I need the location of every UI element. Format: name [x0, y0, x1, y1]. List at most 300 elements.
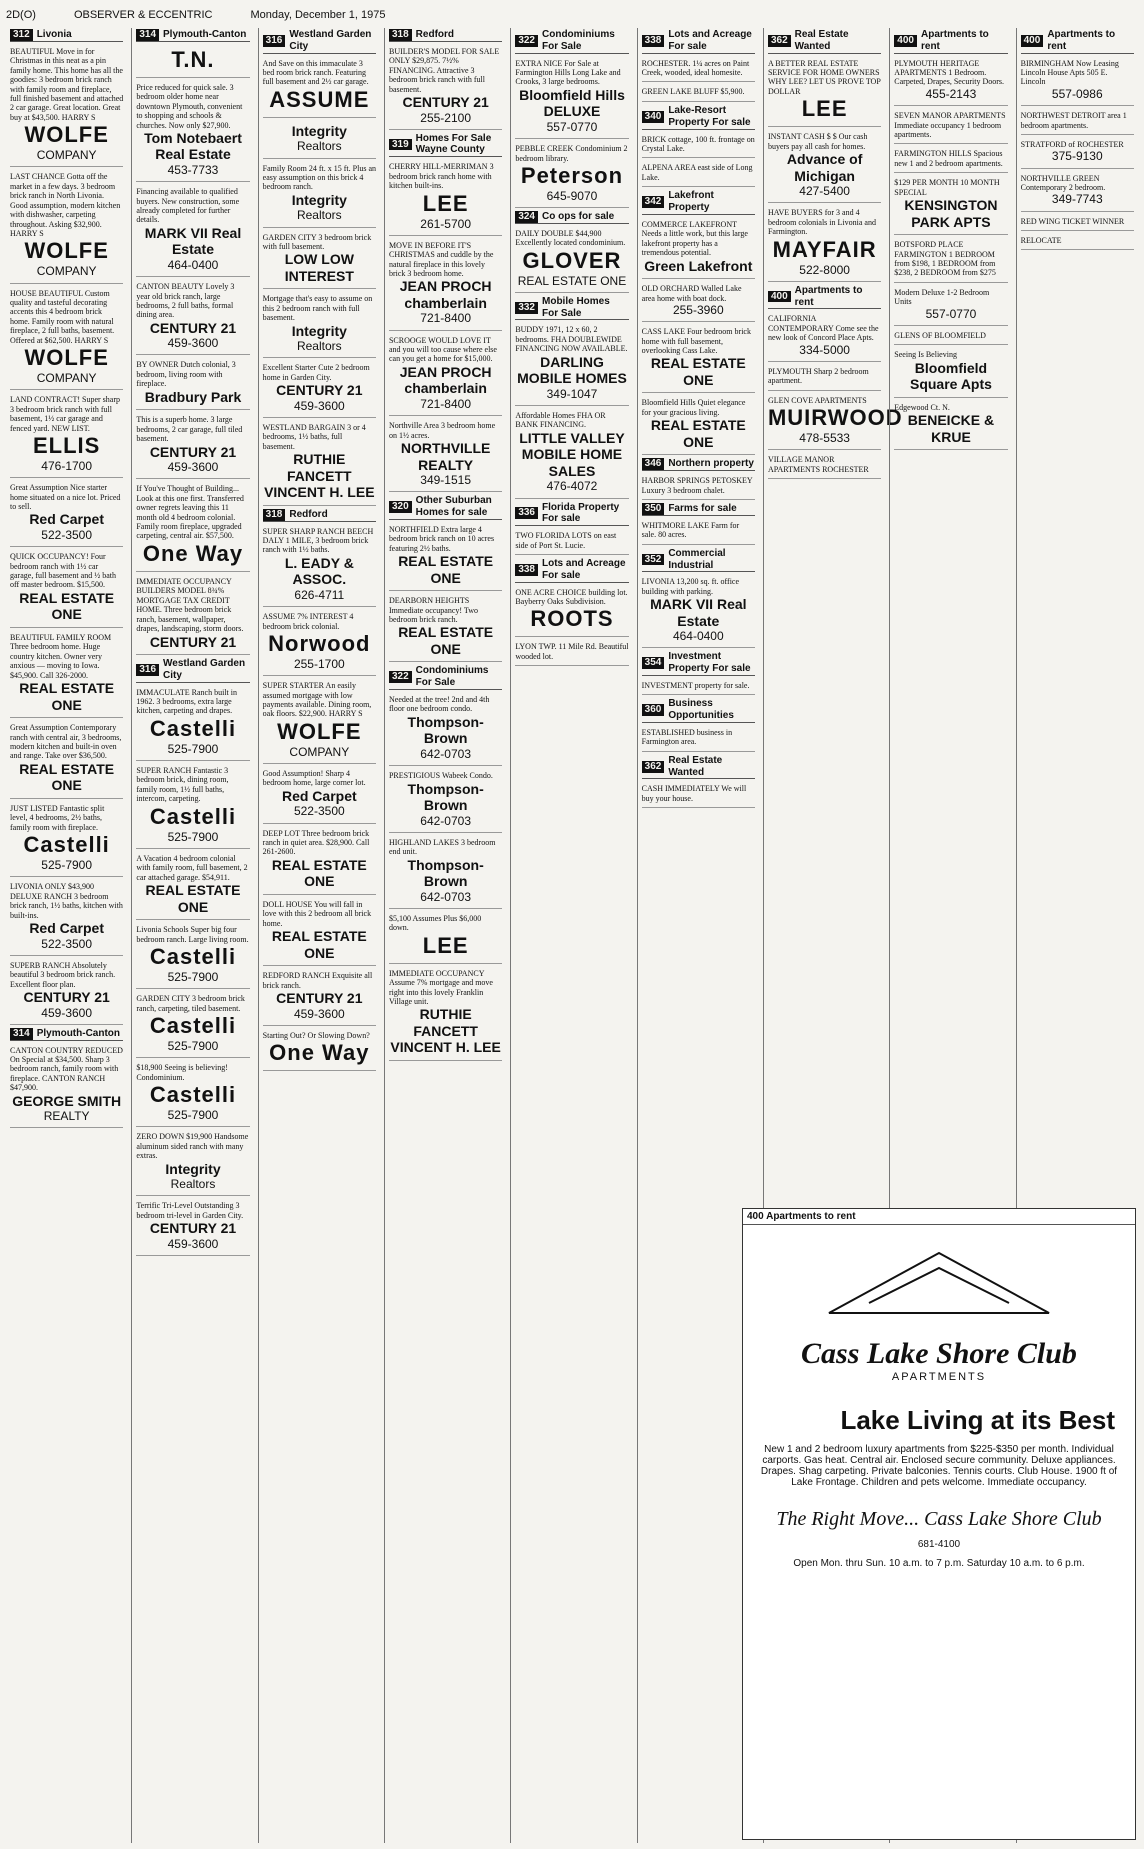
classified-ad: [263, 898, 376, 966]
ad-text: BIRMINGHAM Now Leasing Lincoln House Apts 505 E. Lincoln: [1020, 58, 1119, 87]
classified-ad: [263, 969, 376, 1026]
classified-ad: [894, 329, 1007, 345]
section-code: 316: [136, 664, 159, 676]
classified-ad: [389, 594, 502, 662]
classified-ad: [1021, 215, 1134, 231]
ad-text: Affordable Homes FHA OR BANK FINANCING.: [515, 410, 606, 430]
ad-brand: Advance of Michigan: [786, 151, 863, 184]
section-header: [136, 29, 249, 42]
column-4: [384, 28, 506, 1843]
ad-text: ALPENA AREA east side of Long Lake.: [641, 163, 753, 182]
classified-ad: [642, 782, 755, 808]
section-code: 318: [389, 29, 412, 41]
ad-brand: Integrity: [291, 322, 347, 339]
ad-text: HAVE BUYERS for 3 and 4 bedroom colonials in Livonia and Farmington.: [767, 208, 876, 237]
section-code: 362: [768, 35, 791, 47]
ad-text: Starting Out? Or Slowing Down?: [262, 1030, 370, 1040]
ad-phone: 476-1700: [41, 459, 93, 474]
ad-brand: Castelli: [149, 1082, 237, 1108]
ad-phone: REALTY: [43, 1109, 90, 1124]
section-header: [389, 133, 502, 158]
ad-phone: 459-3600: [41, 1005, 93, 1020]
classified-ad: [263, 162, 376, 228]
section-name: Apartments to rent: [1047, 29, 1116, 52]
ad-text: SUPER RANCH Fantastic 3 bedroom brick, dining room, family room, 1½ full baths, intercom, carpeting.: [136, 766, 229, 804]
section-header: [136, 658, 249, 683]
ad-brand: Castelli: [23, 832, 110, 858]
ad-phone: 255-1700: [293, 656, 345, 671]
section-name: Plymouth-Canton: [163, 29, 247, 40]
classified-ad: [136, 852, 249, 920]
ad-brand: One Way: [142, 540, 244, 566]
ad-text: LAND CONTRACT! Super sharp 3 bedroom brick ranch with full basement, 1½ car garage and fenced yard. NEW LIST.: [10, 395, 120, 433]
classified-ad: [768, 206, 881, 281]
classified-ad: [10, 1044, 123, 1129]
section-code: 346: [642, 458, 665, 470]
classified-ad: [136, 45, 249, 78]
section-name: Mobile Homes For Sale: [542, 295, 610, 319]
ad-text: Excellent Starter Cute 2 bedroom home in Garden City.: [262, 363, 370, 382]
section-name: Homes For Sale Wayne County: [415, 132, 492, 156]
issue-date: Monday, December 1, 1975: [250, 9, 386, 21]
ad-phone: 642-0703: [420, 889, 471, 904]
classified-ad: [894, 401, 1007, 450]
ad-text: Needed at the tree! 2nd and 4th floor one bedroom condo.: [388, 695, 490, 714]
ad-phone: COMPANY: [36, 264, 97, 279]
section-header: [515, 29, 628, 54]
classified-ad: [10, 802, 123, 877]
ad-text: HARBOR SPRINGS PETOSKEY Luxury 3 bedroom chalet.: [641, 476, 753, 495]
ad-text: GARDEN CITY 3 bedroom brick with full basement.: [262, 232, 372, 251]
ad-text: NORTHVILLE GREEN Contemporary 2 bedroom.: [1020, 173, 1106, 192]
ad-text: TWO FLORIDA LOTS on east side of Port St. Lucie.: [515, 531, 617, 550]
ad-text: JUST LISTED Fantastic split level, 4 bedrooms, 2½ baths, family room with fireplace.: [10, 803, 105, 832]
section-header: [1021, 29, 1134, 54]
classified-ad: [389, 912, 502, 964]
ad-brand: CENTURY 21: [149, 633, 237, 650]
ad-text: IMMEDIATE OCCUPANCY BUILDERS MODEL 8¾% MORTGAGE TAX CREDIT HOME. Three bedroom brick ranch, basement, wallpaper, drapes, landscaping, storm doors.: [136, 576, 244, 634]
section-header: [389, 495, 502, 520]
ad-phone: Realtors: [296, 208, 342, 223]
ad-brand: LOW LOW INTEREST: [284, 251, 354, 284]
ad-brand: WOLFE: [24, 122, 109, 148]
ad-brand: MUIRWOOD: [767, 405, 903, 431]
section-header: [642, 458, 755, 471]
ad-phone: 459-3600: [293, 398, 345, 413]
ad-text: DAILY DOUBLE $44,900 Excellently located condominium.: [515, 228, 626, 248]
ad-brand: CENTURY 21: [149, 443, 237, 460]
ad-text: VILLAGE MANOR APARTMENTS ROCHESTER: [767, 455, 869, 474]
ad-brand: REAL ESTATE ONE: [19, 760, 115, 794]
ad-brand: WOLFE: [24, 345, 109, 371]
classified-ad: [894, 286, 1007, 326]
classified-ad: [389, 419, 502, 492]
section-code: 319: [389, 139, 412, 151]
section-name: Farms for sale: [668, 503, 737, 515]
section-code: 352: [642, 554, 665, 566]
ad-text: ZERO DOWN $19,900 Handsome aluminum sided ranch with many extras.: [136, 1132, 249, 1161]
ad-text: ONE ACRE CHOICE building lot. Bayberry Oaks Subdivision.: [515, 587, 628, 607]
classified-ad: [10, 45, 123, 168]
ad-text: Mortgage that's easy to assume on this 2 bedroom ranch with full basement.: [262, 294, 373, 323]
classified-ad: [515, 57, 628, 140]
classified-ad: [389, 334, 502, 417]
classified-ad: [10, 550, 123, 628]
ad-brand: REAL ESTATE ONE: [19, 680, 115, 713]
classified-ad: [1021, 109, 1134, 135]
section-code: 340: [642, 111, 665, 123]
ad-brand: REAL ESTATE ONE: [145, 882, 241, 915]
ad-brand: MARK VII Real Estate: [144, 224, 242, 258]
section-name: Investment Property For sale: [668, 651, 751, 675]
section-header: [768, 285, 881, 310]
classified-ad: [894, 348, 1007, 397]
section-header: [515, 558, 628, 583]
ad-text: A BETTER REAL ESTATE SERVICE FOR HOME OWNERS WHY LEE? LET US PROVE TOP DOLLAR: [767, 58, 881, 96]
classified-ad: [894, 176, 1007, 235]
ad-text: COMMERCE LAKEFRONT Needs a little work, but this large lakefront property has a tremendous potential.: [641, 219, 748, 258]
ad-brand: Thompson-Brown: [407, 713, 484, 747]
ad-text: PLYMOUTH Sharp 2 bedroom apartment.: [767, 366, 869, 386]
ad-phone: 427-5400: [799, 184, 850, 199]
ad-text: LAST CHANCE Gotta off the market in a few days. 3 bedroom brick ranch in North Livonia. Good assumption, modern kitchen with dishwasher, carpeting throughout. Asking $32,900. HARRY S: [10, 172, 121, 239]
ad-text: This is a superb home. 3 large bedrooms, 2 car garage, full tiled basement.: [136, 415, 243, 444]
ad-text: PRESTIGIOUS Wabeek Condo.: [388, 771, 493, 781]
classified-ad: [1021, 57, 1134, 106]
ad-phone: 522-3500: [293, 804, 345, 819]
ad-text: LYON TWP. 11 Mile Rd. Beautiful wooded lot.: [515, 642, 629, 661]
ad-brand: Norwood: [268, 630, 371, 656]
classified-ad: [263, 610, 376, 676]
ad-brand: CENTURY 21: [276, 990, 363, 1007]
section-header: [768, 29, 881, 54]
ad-brand: LITTLE VALLEY MOBILE HOME SALES: [519, 429, 625, 479]
ad-phone: Realtors: [170, 1177, 216, 1192]
ad-text: FARMINGTON HILLS Spacious new 1 and 2 bedroom apartments.: [894, 149, 1003, 168]
classified-ad: [642, 282, 755, 322]
classified-ad: [263, 767, 376, 824]
section-code: 400: [894, 35, 917, 47]
ad-text: WESTLAND BARGAIN 3 or 4 bedrooms, 1½ baths, full basement.: [262, 422, 366, 451]
ad-phone: 522-8000: [799, 262, 850, 277]
section-header: [389, 665, 502, 690]
classified-ad: [1021, 234, 1134, 250]
ad-text: NORTHWEST DETROIT area 1 bedroom apartments.: [1020, 111, 1127, 130]
ad-text: A Vacation 4 bedroom colonial with family room, full basement, 2 car attached garage. $54,911.: [136, 853, 248, 882]
classified-ad: [263, 231, 376, 290]
section-header: [642, 190, 755, 215]
ad-phone: 464-0400: [672, 629, 724, 644]
classified-ad: [136, 923, 249, 989]
ad-brand: CENTURY 21: [149, 319, 237, 336]
classified-ad: [136, 413, 249, 479]
ad-text: QUICK OCCUPANCY! Four bedroom ranch with 1½ car garage, full basement and ½ bath off master bedroom. $15,500.: [10, 552, 116, 590]
banner-details: New 1 and 2 bedroom luxury apartments from $225-$350 per month. Individual carports. Gas heat. Central air. Enclosed secure community. Deluxe appliances. Drapes. Shag carpeting. Private balconies. Tennis courts. Club House. 1900 ft of Lake Frontage. Children and pets welcome. Immediate occupancy.: [760, 1444, 1118, 1488]
ad-text: And Save on this immaculate 3 bed room brick ranch. Featuring full basement and 2½ car garage.: [262, 58, 369, 87]
ad-brand: Bloomfield Hills DELUXE: [519, 86, 625, 120]
banner-tagline: Lake Living at its Best: [840, 1405, 1115, 1435]
classified-ad: [263, 57, 376, 118]
ad-phone: 464-0400: [167, 257, 219, 272]
ad-text: RED WING TICKET WINNER: [1020, 216, 1125, 226]
ad-brand: Thompson-Brown: [407, 856, 484, 890]
ad-brand: Integrity: [291, 122, 347, 139]
section-header: [515, 211, 628, 224]
section-name: Livonia: [36, 29, 72, 40]
ad-text: Price reduced for quick sale. 3 bedroom older home near downtown Plymouth, convenient to shopping and schools & churches. Now only $27,900.: [136, 82, 243, 130]
ad-brand: Red Carpet: [29, 511, 104, 528]
ad-text: Modern Deluxe 1-2 Bedroom Units: [894, 287, 990, 307]
classified-ad: [263, 292, 376, 358]
column-5: [510, 28, 632, 1843]
ad-phone: 349-7743: [1051, 192, 1103, 207]
ad-text: Great Assumption Contemporary ranch with central air, 3 bedrooms, modern kitchen and built-in oven and range. Take over $36,500.: [10, 723, 122, 761]
classified-ad: [136, 81, 249, 182]
classified-ad: [10, 287, 123, 391]
ad-brand: REAL ESTATE ONE: [398, 624, 494, 657]
classified-ad: [894, 238, 1007, 283]
section-code: 316: [263, 35, 286, 47]
ad-brand: One Way: [269, 1040, 370, 1066]
classified-ad: [642, 133, 755, 159]
ad-phone: 525-7900: [167, 970, 219, 985]
section-header: [642, 755, 755, 780]
classified-ad: [894, 147, 1007, 173]
cass-lake-ad: [742, 1208, 1136, 1840]
classified-ad: [136, 280, 249, 355]
ad-phone: 522-3500: [41, 936, 93, 951]
classified-ad: [894, 57, 1007, 106]
ad-phone: 557-0770: [925, 306, 977, 321]
ad-brand: Integrity: [165, 1160, 221, 1177]
section-name: Condominiums For Sale: [542, 29, 615, 52]
section-name: Westland Garden City: [289, 29, 372, 52]
classified-ad: [389, 45, 502, 130]
section-header: [642, 651, 755, 676]
ad-brand: Red Carpet: [29, 920, 104, 937]
ad-text: REDFORD RANCH Exquisite all brick ranch.: [262, 971, 373, 990]
ad-brand: REAL ESTATE ONE: [650, 355, 746, 388]
ad-brand: REAL ESTATE ONE: [19, 589, 115, 623]
ad-text: Family Room 24 ft. x 15 ft. Plus an easy assumption on this brick 4 bedroom ranch.: [262, 163, 376, 192]
section-name: Condominiums For Sale: [415, 665, 489, 689]
ad-text: MOVE IN BEFORE IT'S CHRISTMAS and cuddle by the natural fireplace in this lovely brick 3 bedroom home.: [388, 240, 494, 278]
ad-brand: GLOVER: [522, 247, 622, 273]
section-code: 318: [263, 509, 286, 521]
ad-brand: Green Lakefront: [644, 257, 753, 274]
classified-ad: [768, 57, 881, 128]
classified-ad: [263, 121, 376, 159]
ad-text: INVESTMENT property for sale.: [641, 680, 750, 690]
classified-ad: [768, 312, 881, 361]
ad-text: CHERRY HILL-MERRIMAN 3 bedroom brick ranch home with kitchen built-ins.: [388, 162, 494, 191]
classified-ad: [389, 239, 502, 331]
publication-name: OBSERVER & ECCENTRIC: [73, 9, 213, 21]
ad-text: BEAUTIFUL Move in for Christmas in this neat as a pin family home. This home has all the goodies: 3 bedroom brick ranch with family room and fireplace, full finished basement and attached 2 car garage. Great location. Great buy at $43,500. HARRY S: [10, 46, 124, 122]
ad-text: LIVONIA ONLY $43,900 DELUXE RANCH 3 bedroom brick ranch, 1½ baths, kitchen with built-ins.: [10, 882, 123, 920]
ad-phone: 642-0703: [420, 813, 471, 828]
classified-ad: [136, 686, 249, 761]
classified-ad: [263, 827, 376, 895]
section-header: [894, 29, 1007, 54]
ad-text: If You've Thought of Building... Look at this one first. Transferred owner regrets leaving this 11 month old 4 bedroom colonial. Family room fireplace, upgraded carpeting, central air. $57,500.: [136, 484, 244, 541]
classified-ad: [136, 482, 249, 572]
ad-phone: 255-3960: [672, 302, 724, 317]
banner-section-label: 400 Apartments to rent: [747, 1211, 856, 1222]
section-name: Westland Garden City: [163, 658, 246, 681]
classified-ad: [389, 523, 502, 591]
ad-brand: WOLFE: [277, 718, 362, 744]
ad-brand: KENSINGTON PARK APTS: [904, 197, 998, 230]
ad-phone: 525-7900: [167, 829, 219, 844]
ad-phone: COMPANY: [289, 744, 350, 759]
ad-text: $18,900 Seeing is believing! Condominium.: [136, 1063, 228, 1082]
ad-text: LIVONIA 13,200 sq. ft. office building with parking.: [641, 577, 740, 596]
ad-text: DOLL HOUSE You will fall in love with this 2 bedroom all brick home.: [262, 899, 372, 928]
classified-ad: [136, 358, 249, 410]
ad-text: IMMEDIATE OCCUPANCY Assume 7% mortgage and move right into this lovely Franklin Village unit.: [388, 968, 493, 1006]
ad-phone: COMPANY: [36, 148, 97, 163]
section-code: 400: [768, 291, 791, 303]
ad-text: CASH IMMEDIATELY We will buy your house.: [641, 784, 747, 803]
classified-ad: [263, 525, 376, 608]
classified-ad: [10, 880, 123, 955]
section-code: 400: [1021, 35, 1044, 47]
classified-ad: [768, 130, 881, 203]
ad-text: HOUSE BEAUTIFUL Custom quality and tasteful decorating accents this 4 bedroom brick home. Family room with natural fireplace, 2 full baths, basement. Offered at $62,500. HARRY S: [10, 288, 115, 345]
section-name: Co ops for sale: [542, 211, 615, 223]
ad-phone: 525-7900: [167, 1108, 219, 1123]
ad-text: Livonia Schools Super big four bedroom ranch. Large living room.: [136, 925, 249, 944]
column-6: [637, 28, 759, 1843]
ad-brand: CENTURY 21: [276, 382, 363, 399]
classified-ad: [515, 323, 628, 406]
ad-text: BUILDER'S MODEL FOR SALE ONLY $29,875. 7½% FINANCING. Attractive 3 bedroom brick ranch with full basement.: [388, 46, 500, 94]
classified-ad: [642, 218, 755, 279]
ad-text: STRATFORD of ROCHESTER: [1020, 139, 1124, 149]
section-header: [263, 509, 376, 522]
ad-brand: Bradbury Park: [144, 388, 242, 405]
ad-phone: COMPANY: [36, 371, 97, 386]
classified-ad: [263, 421, 376, 506]
ad-phone: 525-7900: [167, 1039, 219, 1054]
section-name: Northern property: [668, 458, 754, 470]
ad-brand: Tom Notebaert Real Estate: [144, 129, 242, 163]
section-name: Florida Property For sale: [542, 501, 620, 525]
ad-text: CALIFORNIA CONTEMPORARY Come see the new look of Concord Place Apts.: [767, 314, 879, 343]
column-3: [258, 28, 380, 1843]
ad-phone: 721-8400: [420, 396, 471, 411]
ad-brand: REAL ESTATE ONE: [650, 417, 746, 450]
ad-brand: Peterson: [520, 162, 624, 188]
classified-ad: [642, 474, 755, 500]
ad-phone: 459-3600: [167, 460, 219, 475]
ad-brand: Castelli: [149, 1013, 237, 1039]
section-code: 338: [642, 35, 665, 47]
ad-phone: 255-2100: [420, 110, 471, 125]
section-header: [389, 29, 502, 42]
section-header: [10, 1028, 123, 1041]
classified-ad: [389, 693, 502, 766]
ad-text: SCROOGE WOULD LOVE IT and you will too cause where else can you get a home for $15,000.: [388, 335, 497, 364]
section-name: Lake-Resort Property For sale: [668, 104, 751, 128]
ad-brand: CENTURY 21: [402, 93, 489, 110]
classified-ad: [389, 836, 502, 909]
ad-text: Terrific Tri-Level Outstanding 3 bedroom tri-level in Garden City.: [136, 1201, 244, 1220]
ad-text: Good Assumption! Sharp 4 bedroom home, large corner lot.: [262, 768, 366, 788]
section-name: Commercial Industrial: [668, 547, 726, 571]
ad-brand: DARLING MOBILE HOMES: [517, 353, 627, 387]
classified-ad: [642, 726, 755, 752]
ad-brand: RUTHIE FANCETT VINCENT H. LEE: [264, 451, 375, 501]
section-name: Redford: [289, 508, 328, 520]
ad-text: ESTABLISHED business in Farmington area.: [641, 728, 733, 747]
classified-ad: [263, 679, 376, 764]
classified-ad: [642, 57, 755, 83]
classified-ad: [389, 769, 502, 833]
classified-ad: [10, 393, 123, 478]
classified-ad: [10, 721, 123, 799]
classified-ad: [136, 1199, 249, 1256]
classified-ad: [10, 170, 123, 283]
ad-text: SUPER STARTER An easily assumed mortgage with low payments available. Dining room, oak floors. $22,900. HARRY S: [262, 681, 372, 719]
classified-ad: [1021, 172, 1134, 212]
ad-text: CANTON BEAUTY Lovely 3 year old brick ranch, large bedrooms, 2 full baths, formal dining area.: [136, 282, 235, 320]
sailboat-logo-icon: [809, 1243, 1069, 1333]
ad-brand: Castelli: [149, 944, 237, 970]
ad-text: GLEN COVE APARTMENTS: [767, 395, 867, 405]
ad-text: BY OWNER Dutch colonial, 3 bedroom, living room with fireplace.: [136, 360, 236, 389]
ad-text: BEAUTIFUL FAMILY ROOM Three bedroom home. Huge country kitchen. Owner very anxious — moving to Iowa. $45,900. Call 326-2000.: [10, 632, 112, 680]
ad-brand: Bloomfield Square Apts: [909, 359, 992, 393]
ad-text: CASS LAKE Four bedroom brick home with full basement, overlooking Cass Lake.: [641, 327, 751, 356]
classified-ad: [136, 764, 249, 849]
ad-text: Seeing Is Believing: [894, 350, 957, 360]
classified-ad: [515, 409, 628, 499]
ad-brand: LEE: [801, 96, 848, 122]
banner-phone: 681-4100: [917, 1539, 961, 1550]
ad-phone: REAL ESTATE ONE: [517, 273, 627, 288]
ad-brand: Integrity: [291, 191, 347, 208]
classified-ad: [389, 160, 502, 235]
ad-brand: NORTHVILLE REALTY: [400, 439, 491, 473]
classified-ad: [767, 394, 903, 451]
ad-text: Northville Area 3 bedroom home on 1½ acres.: [388, 421, 496, 440]
ad-text: INSTANT CASH $ $ Our cash buyers pay all cash for homes.: [767, 132, 868, 151]
column-1: [6, 28, 127, 1843]
section-header: [263, 29, 376, 54]
ad-brand: ASSUME: [269, 86, 370, 112]
ad-brand: GEORGE SMITH: [12, 1092, 122, 1109]
section-name: Apartments to rent: [920, 29, 989, 52]
ad-phone: 453-7733: [167, 162, 219, 177]
section-code: 332: [515, 302, 538, 314]
section-code: 314: [136, 29, 159, 41]
ad-phone: 721-8400: [420, 311, 471, 326]
classified-ad: [10, 481, 123, 547]
section-code: 312: [10, 29, 33, 41]
classified-ad: [642, 161, 755, 187]
ad-brand: REAL ESTATE ONE: [271, 856, 367, 890]
ad-brand: ELLIS: [32, 433, 101, 459]
section-header: [642, 698, 755, 723]
ad-brand: L. EADY & ASSOC.: [284, 554, 354, 588]
ad-text: Edgewood Ct. N.: [894, 402, 950, 412]
ad-brand: Castelli: [149, 715, 237, 741]
ad-text: BOTSFORD PLACE FARMINGTON 1 BEDROOM from $198, 1 BEDROOM from $238, 2 BEDROOM from $275: [894, 240, 996, 278]
classified-ad: [136, 575, 249, 655]
section-name: Redford: [415, 29, 455, 40]
